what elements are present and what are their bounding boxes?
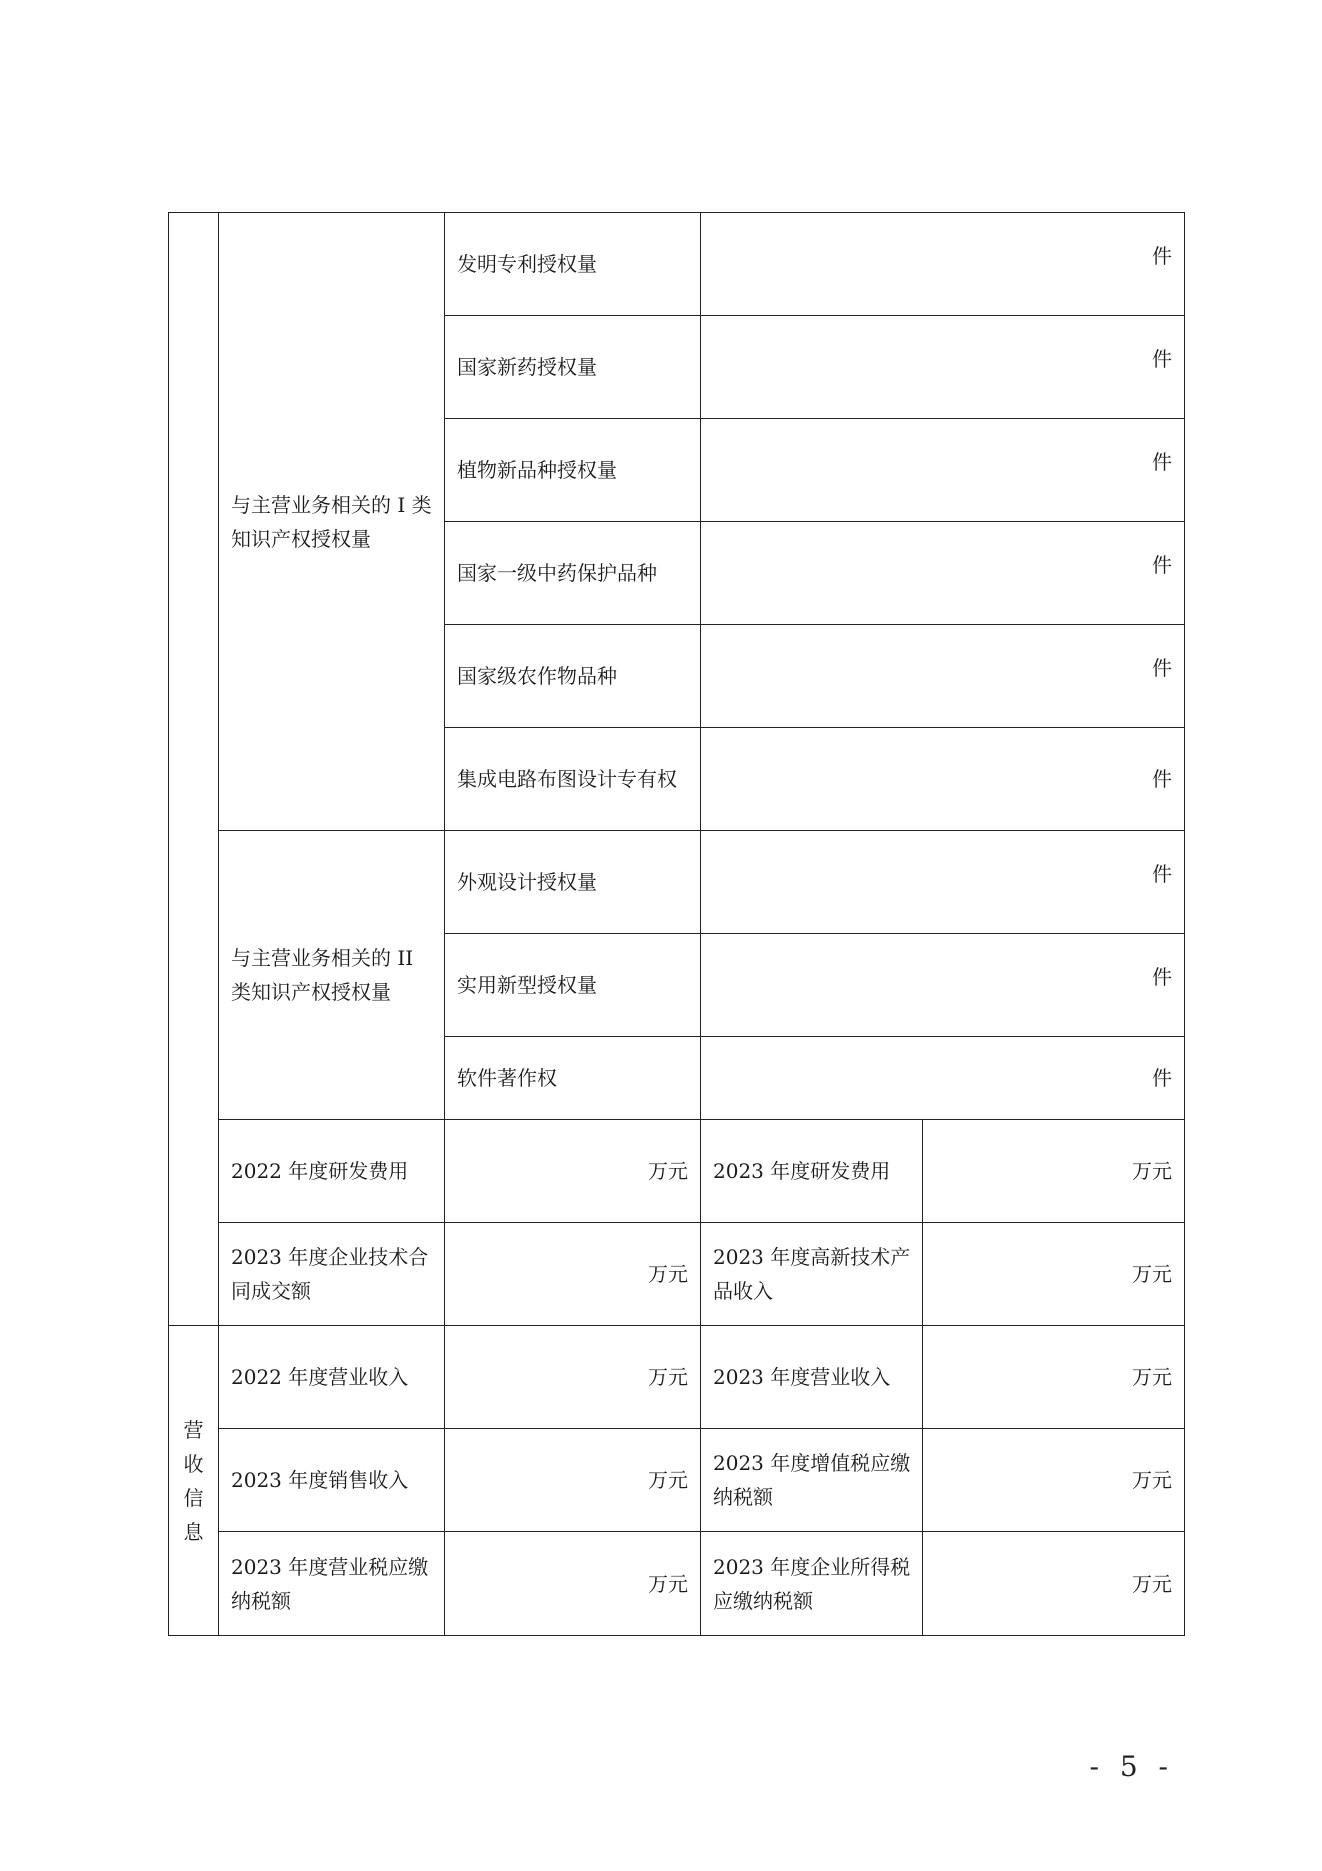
ip-item-value[interactable]: 件	[701, 316, 1185, 419]
ip-item-label: 国家一级中药保护品种	[445, 522, 701, 625]
ip-item-label: 国家新药授权量	[445, 316, 701, 419]
section-label-char: 营	[183, 1417, 204, 1442]
ip-item-value[interactable]: 件	[701, 213, 1185, 316]
rd-right-label: 2023 年度高新技术产品收入	[701, 1223, 923, 1326]
rd-left-label: 2022 年度研发费用	[219, 1120, 445, 1223]
ip-item-label: 国家级农作物品种	[445, 625, 701, 728]
revenue-left-value[interactable]: 万元	[445, 1326, 701, 1429]
ip-item-label: 发明专利授权量	[445, 213, 701, 316]
section-label-char: 息	[183, 1519, 204, 1544]
rd-right-label: 2023 年度研发费用	[701, 1120, 923, 1223]
ip-item-value[interactable]: 件	[701, 419, 1185, 522]
ip-item-value[interactable]: 件	[701, 1037, 1185, 1120]
section-label-cell	[169, 213, 219, 1326]
rd-left-value[interactable]: 万元	[445, 1223, 701, 1326]
rd-left-label: 2023 年度企业技术合同成交额	[219, 1223, 445, 1326]
ip-item-label: 外观设计授权量	[445, 831, 701, 934]
ip-item-label: 实用新型授权量	[445, 934, 701, 1037]
revenue-left-label: 2023 年度营业税应缴纳税额	[219, 1532, 445, 1636]
table-row	[169, 831, 1185, 934]
revenue-left-value[interactable]: 万元	[445, 1532, 701, 1636]
ip-item-label: 植物新品种授权量	[445, 419, 701, 522]
rd-left-value[interactable]: 万元	[445, 1120, 701, 1223]
ip-item-label: 集成电路布图设计专有权	[445, 728, 701, 831]
ip-item-value[interactable]: 件	[701, 522, 1185, 625]
revenue-left-value[interactable]: 万元	[445, 1429, 701, 1532]
rd-right-value[interactable]: 万元	[923, 1223, 1185, 1326]
section-label-char: 信	[183, 1485, 204, 1510]
table-row	[169, 1429, 1185, 1532]
rd-right-value[interactable]: 万元	[923, 1120, 1185, 1223]
section-label-char: 收	[183, 1451, 204, 1476]
revenue-left-label: 2022 年度营业收入	[219, 1326, 445, 1429]
revenue-right-label: 2023 年度增值税应缴纳税额	[701, 1429, 923, 1532]
revenue-right-label: 2023 年度营业收入	[701, 1326, 923, 1429]
ip-item-value[interactable]: 件	[701, 625, 1185, 728]
table-row	[169, 1326, 1185, 1429]
table-row	[169, 213, 1185, 316]
table-row	[169, 1532, 1185, 1636]
table-row	[169, 1223, 1185, 1326]
ip-class1-label: 与主营业务相关的 I 类知识产权授权量	[219, 213, 445, 831]
enterprise-info-table	[168, 212, 1185, 1636]
revenue-right-label: 2023 年度企业所得税应缴纳税额	[701, 1532, 923, 1636]
ip-item-label: 软件著作权	[445, 1037, 701, 1120]
revenue-right-value[interactable]: 万元	[923, 1429, 1185, 1532]
table-row	[169, 1120, 1185, 1223]
ip-item-value[interactable]: 件	[701, 728, 1185, 831]
revenue-section-label	[169, 1326, 219, 1636]
page-number: - 5 -	[1089, 1750, 1174, 1783]
ip-item-value[interactable]: 件	[701, 831, 1185, 934]
ip-class2-label: 与主营业务相关的 II 类知识产权授权量	[219, 831, 445, 1120]
revenue-right-value[interactable]: 万元	[923, 1532, 1185, 1636]
ip-item-value[interactable]: 件	[701, 934, 1185, 1037]
revenue-right-value[interactable]: 万元	[923, 1326, 1185, 1429]
revenue-left-label: 2023 年度销售收入	[219, 1429, 445, 1532]
